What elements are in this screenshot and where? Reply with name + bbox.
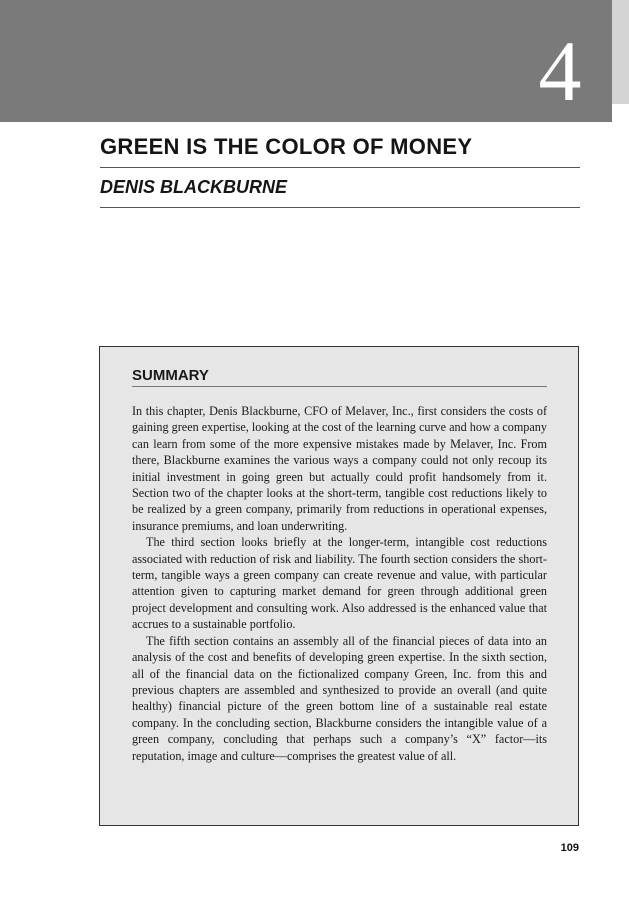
summary-paragraph: The fifth section contains an assembly all of the financial pieces of data into an analysis of the cost and benefits of developing green expertise. In the sixth section, all of the financial data on the fictionalized company Green, Inc. from this and previous chapters are assembled and synthesized to provide an overall (and quite healthy) financial picture of the green bottom line of a sustainable real estate company. In the concluding section, Blackburne considers the intangible value of a green company, concluding that perhaps such a company’s “X” factor—its reputation, image and culture—comprises the greatest value of all.	[132, 633, 547, 763]
summary-paragraph: In this chapter, Denis Blackburne, CFO of Melaver, Inc., first considers the costs of gaining green expertise, looking at the cost of the learning curve and how a company can learn from some of the more expensive mistakes made by Melaver, Inc. From there, Blackburne examines the various ways a company could not only recoup its initial investment in going green but actually could profit handsomely from it. Section two of the chapter looks at the short-term, tangible cost reductions likely to be realized by a green company, primarily from reductions in operational expenses, insurance premiums, and loan underwriting.	[132, 404, 547, 533]
summary-rule	[132, 386, 547, 387]
summary-paragraph: The third section looks briefly at the longer-term, intangible cost reductions associated with reduction of risk and liability. The fourth section considers the short-term, tangible ways a green company can create revenue and value, with particular attention given to capturing market demand for green through additional green project development and consulting work. Also addressed is the enhanced value that accrues to a sustainable portfolio.	[132, 535, 547, 632]
summary-box	[99, 346, 579, 826]
chapter-author: DENIS BLACKBURNE	[100, 177, 288, 197]
chapter-title: GREEN IS THE COLOR OF MONEY	[100, 134, 473, 159]
page-number: 109	[560, 842, 579, 854]
author-rule	[100, 207, 580, 208]
summary-heading: SUMMARY	[132, 367, 209, 384]
chapter-number: 4	[538, 23, 582, 119]
title-rule	[100, 167, 580, 168]
chapter-header-tab	[612, 0, 629, 104]
summary-body	[132, 403, 547, 764]
